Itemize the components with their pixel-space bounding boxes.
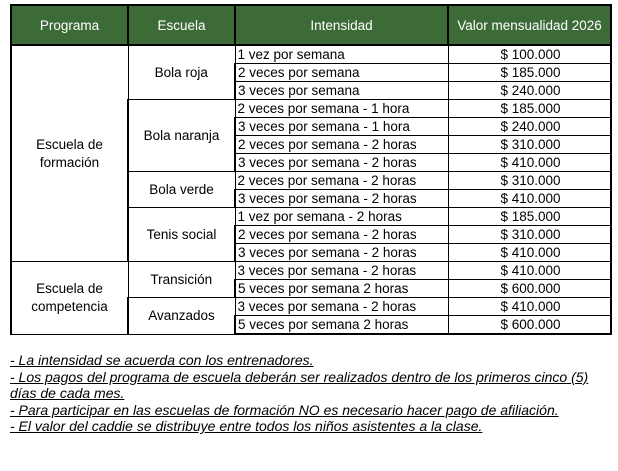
note-afiliacion: - Para participar en las escuelas de formación NO es necesario hacer pago de afiliación. (10, 401, 559, 418)
cell-intensidad: 3 veces por semana - 2 horas (235, 190, 448, 208)
cell-valor: $ 410.000 (448, 190, 611, 208)
cell-intensidad: 3 veces por semana - 1 hora (235, 118, 448, 136)
cell-valor: $ 410.000 (448, 154, 611, 172)
cell-intensidad: 3 veces por semana - 2 horas (235, 244, 448, 262)
cell-intensidad: 3 veces por semana (235, 82, 448, 100)
cell-intensidad: 3 veces por semana - 2 horas (235, 154, 448, 172)
cell-valor: $ 410.000 (448, 262, 611, 280)
cell-escuela: Tenis social (128, 208, 235, 262)
cell-valor: $ 240.000 (448, 82, 611, 100)
cell-valor: $ 310.000 (448, 136, 611, 154)
cell-intensidad: 3 veces por semana - 2 horas (235, 298, 448, 316)
cell-valor: $ 100.000 (448, 45, 611, 64)
header-programa: Programa (11, 5, 128, 45)
cell-intensidad: 2 veces por semana (235, 64, 448, 82)
notes-section (10, 352, 610, 435)
cell-intensidad: 2 veces por semana - 2 horas (235, 226, 448, 244)
header-valor: Valor mensualidad 2026 (448, 5, 611, 45)
cell-valor: $ 600.000 (448, 316, 611, 335)
cell-valor: $ 185.000 (448, 100, 611, 118)
cell-valor: $ 410.000 (448, 244, 611, 262)
cell-intensidad: 2 veces por semana - 2 horas (235, 136, 448, 154)
tuition-table (10, 4, 612, 335)
table-header-row (11, 5, 611, 45)
table-row (11, 262, 611, 280)
cell-escuela: Transición (128, 262, 235, 298)
cell-valor: $ 240.000 (448, 118, 611, 136)
cell-intensidad: 5 veces por semana 2 horas (235, 280, 448, 298)
table-body (11, 45, 611, 334)
cell-escuela: Avanzados (128, 298, 235, 335)
header-escuela: Escuela (128, 5, 235, 45)
note-caddie: - El valor del caddie se distribuye entre todos los niños asistentes a la clase. (10, 418, 483, 434)
header-intensidad: Intensidad (235, 5, 448, 45)
cell-intensidad: 1 vez por semana - 2 horas (235, 208, 448, 226)
note-intensidad: - La intensidad se acuerda con los entrenadores. (10, 352, 314, 368)
note-pagos: - Los pagos del programa de escuela deberán ser realizados dentro de los primeros cinco (5) días de cada mes. (10, 368, 589, 401)
cell-programa: Escuela de formación (11, 45, 128, 262)
cell-valor: $ 185.000 (448, 64, 611, 82)
cell-intensidad: 2 veces por semana - 1 hora (235, 100, 448, 118)
cell-escuela: Bola verde (128, 172, 235, 208)
cell-escuela: Bola naranja (128, 100, 235, 172)
cell-valor: $ 410.000 (448, 298, 611, 316)
cell-valor: $ 185.000 (448, 208, 611, 226)
cell-programa: Escuela de competencia (11, 262, 128, 335)
cell-valor: $ 600.000 (448, 280, 611, 298)
cell-valor: $ 310.000 (448, 172, 611, 190)
cell-intensidad: 3 veces por semana - 2 horas (235, 262, 448, 280)
cell-intensidad: 5 veces por semana 2 horas (235, 316, 448, 335)
cell-escuela: Bola roja (128, 45, 235, 100)
cell-intensidad: 1 vez por semana (235, 45, 448, 64)
table-row (11, 45, 611, 64)
cell-valor: $ 310.000 (448, 226, 611, 244)
cell-intensidad: 2 veces por semana - 2 horas (235, 172, 448, 190)
